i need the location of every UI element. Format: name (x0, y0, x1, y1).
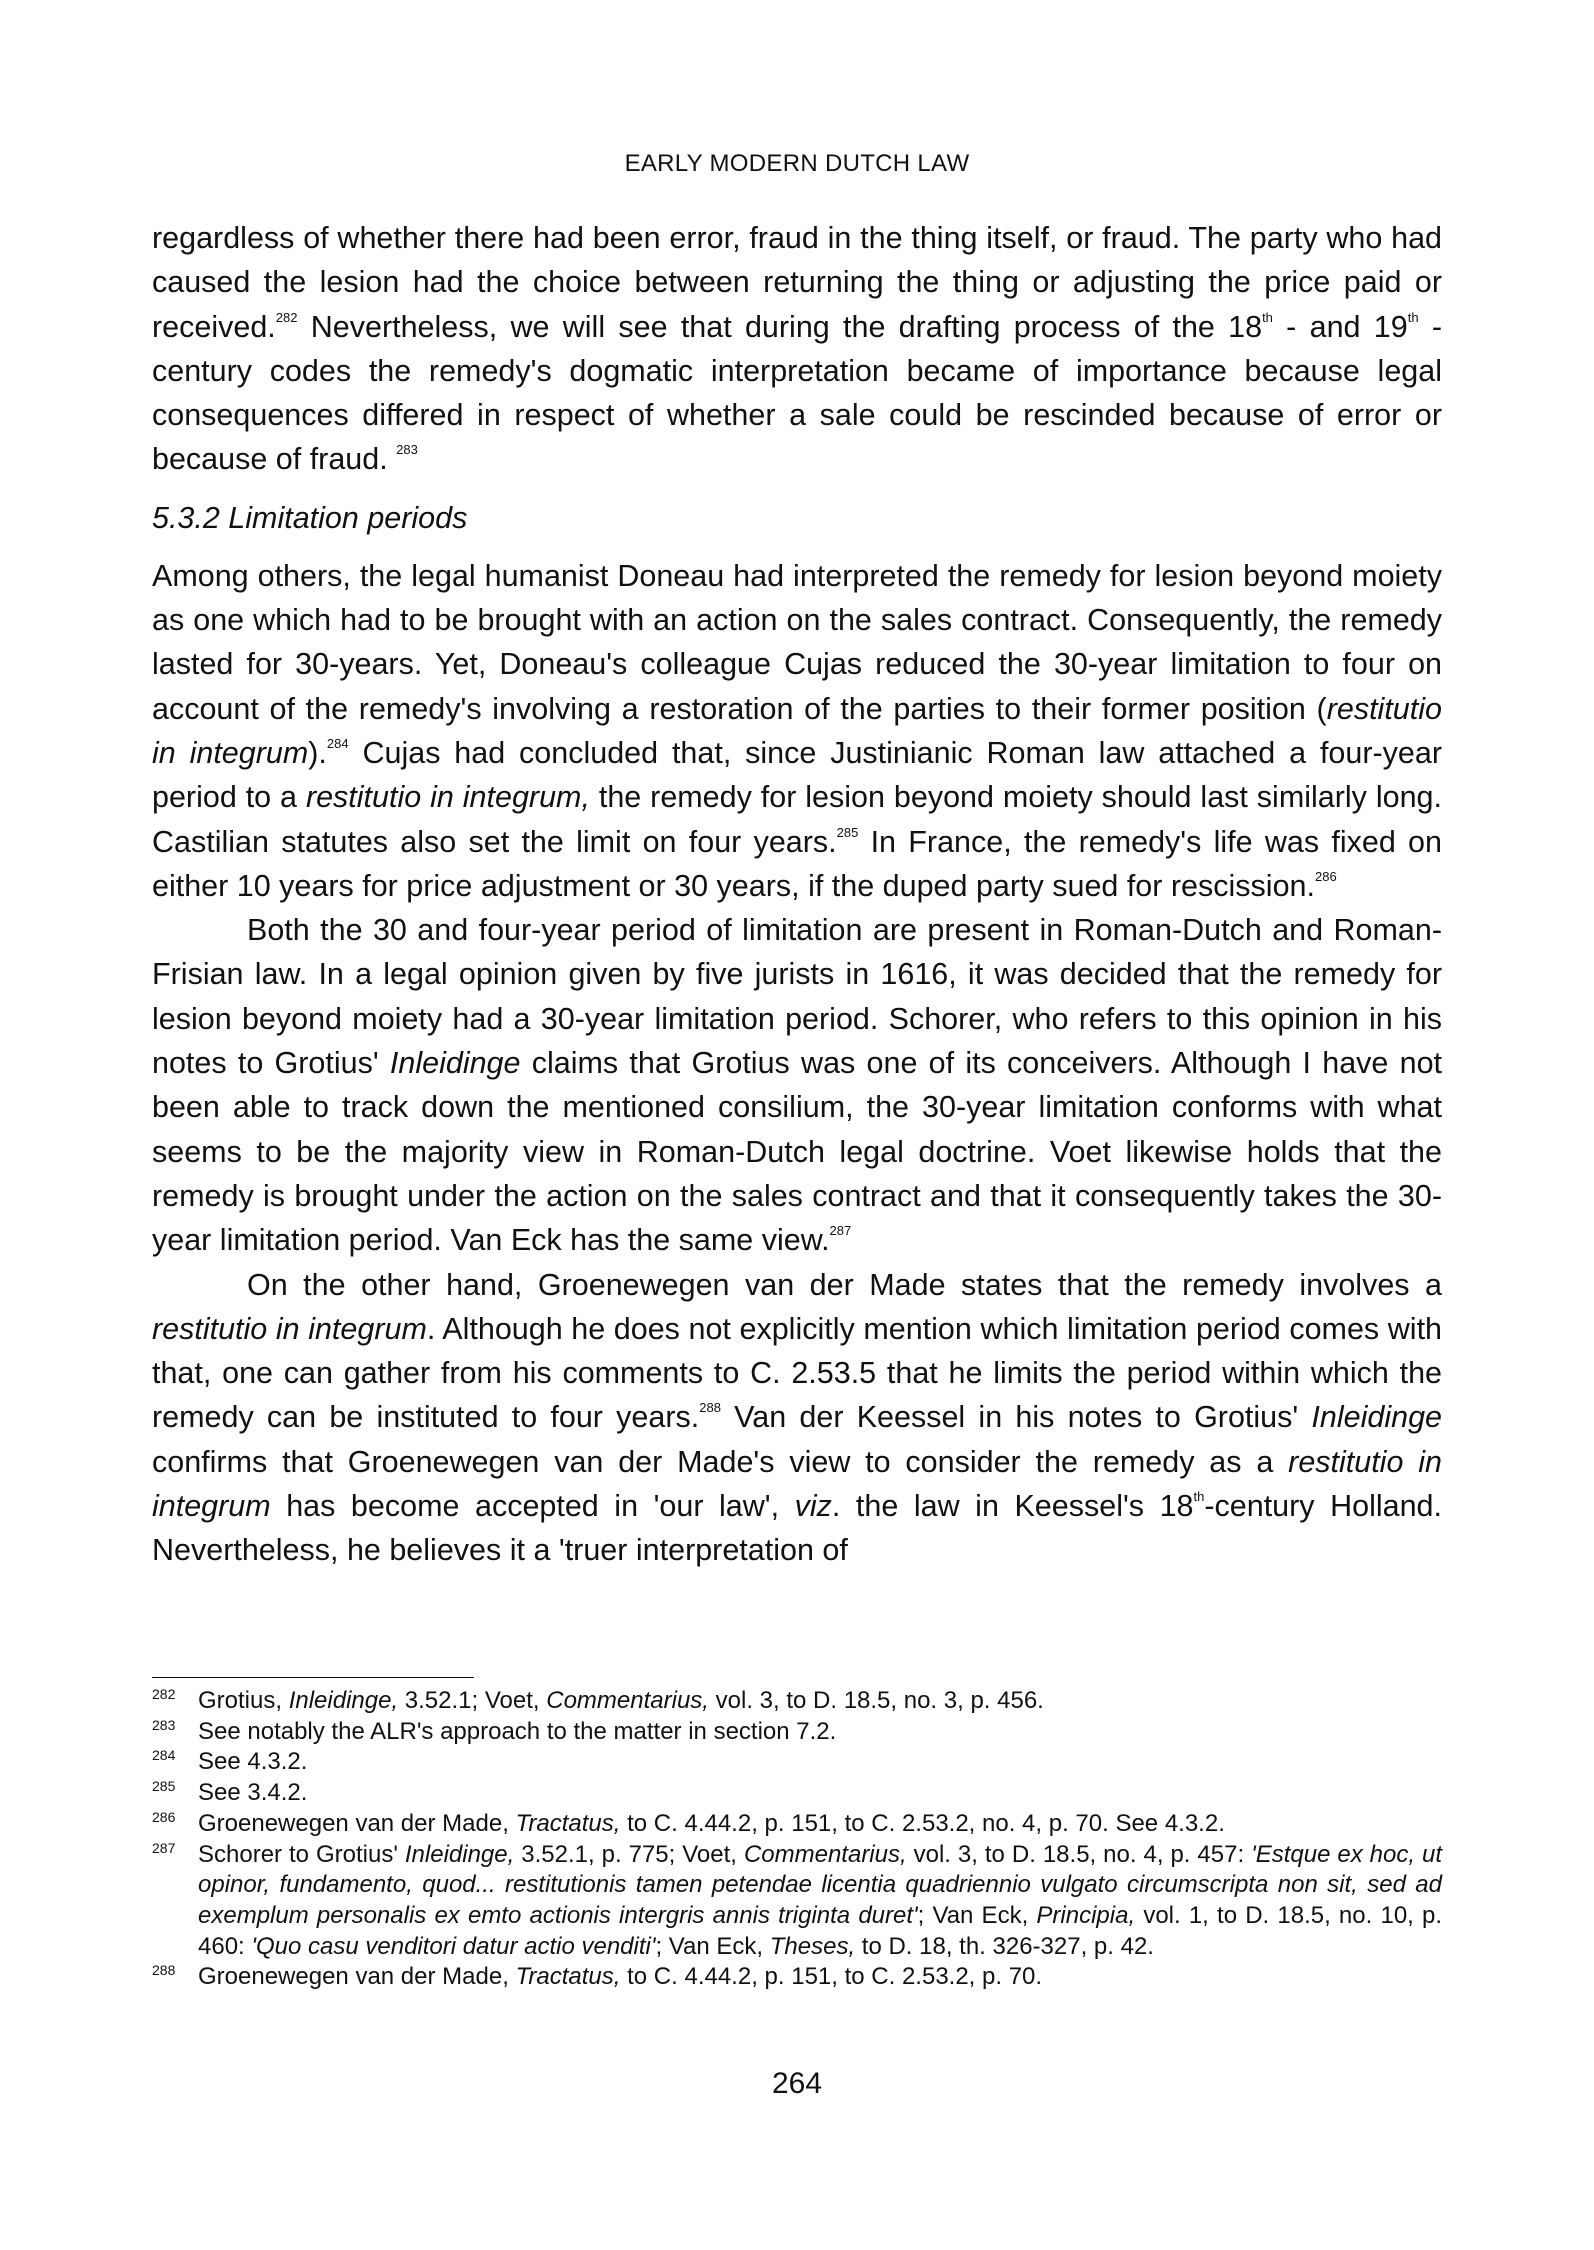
body-text (152, 216, 1442, 1573)
footnote-ref-285[interactable]: 285 (836, 824, 859, 840)
running-head: EARLY MODERN DUTCH LAW (624, 150, 970, 177)
footnote: 288 Groenewegen van der Made, Tractatus, to C. 4.44.2, p. 151, to C. 2.53.2, p. 70. (152, 1962, 1442, 1993)
footnote-number: 283 (152, 1716, 176, 1733)
footnote-ref-287[interactable]: 287 (829, 1223, 852, 1239)
page-number: 264 (771, 2067, 823, 2100)
paragraph-4: On the other hand, Groenewegen van der Made states that the remedy involves a restitutio in integrum. Although he does not explicitly mention which limitation period comes with that, one can gather from his comments to C. 2.53.5 that he limits the period within which the remedy can be instituted to four years.$^{288}$ Van der Keessel in his notes to Grotius' Inleidinge confirms that Groenewegen van der Made's view to consider the remedy as a restitutio in integrum has become accepted in 'our law', viz. the law in Keessel's 18th-century Holland. Nevertheless, he believes it a 'truer interpretation of (152, 1267, 1443, 1568)
paragraph-1: regardless of whether there had been error, fraud in the thing itself, or fraud. The party who had caused the lesion had the choice between returning the thing or adjusting the price paid or received.$^{282}$ Nevertheless, we will see that during the drafting process of the 18th - and 19th -century codes the remedy's dogmatic interpretation became of importance because legal consequences differed in respect of whether a sale could be rescinded because of error or because of fraud. $^{283}$ (152, 221, 1442, 477)
ordinal-suffix: th (1407, 309, 1419, 325)
footnote: 282 Grotius, Inleidinge, 3.52.1; Voet, Commentarius, vol. 3, to D. 18.5, no. 3, p. 456. (152, 1686, 1442, 1717)
paragraph-3: Both the 30 and four-year period of limitation are present in Roman-Dutch and Roman-Frisian law. In a legal opinion given by five jurists in 1616, it was decided that the remedy for lesion beyond moiety had a 30-year limitation period. Schorer, who refers to this opinion in his notes to Grotius' Inleidinge claims that Grotius was one of its conceivers. Although I have not been able to track down the mentioned consilium, the 30-year limitation conforms with what seems to be the majority view in Roman-Dutch legal doctrine. Voet likewise holds that the remedy is brought under the action on the sales contract and that it consequently takes the 30-year limitation period. Van Eck has the same view.$^{287}$ (152, 913, 1443, 1258)
footnote-number: 288 (152, 1962, 176, 1979)
footnote: 285 See 3.4.2. (152, 1778, 1442, 1809)
footnote: 286 Groenewegen van der Made, Tractatus, to C. 4.44.2, p. 151, to C. 2.53.2, no. 4, p. 70. See 4.3.2. (152, 1809, 1442, 1840)
footnote-number: 284 (152, 1747, 176, 1764)
footnote-separator (152, 1677, 474, 1678)
footnote-number: 287 (152, 1839, 176, 1856)
ordinal-suffix: th (1262, 309, 1273, 325)
footnote: 284 See 4.3.2. (152, 1747, 1442, 1778)
footnote-ref-284[interactable]: 284 (326, 735, 349, 751)
footnote-ref-283[interactable]: 283 (396, 442, 418, 458)
footnote-number: 282 (152, 1686, 176, 1702)
paragraph-2: Among others, the legal humanist Doneau had interpreted the remedy for lesion beyond moiety as one which had to be brought with an action on the sales contract. Consequently, the remedy lasted for 30-years. Yet, Doneau's colleague Cujas reduced the 30-year limitation to four on account of the remedy's involving a restoration of the parties to their former position (restitutio in integrum).$^{284}$ Cujas had concluded that, since Justinianic Roman law attached a four-year period to a restitutio in integrum, the remedy for lesion beyond moiety should last similarly long. Castilian statutes also set the limit on four years.$^{285}$ In France, the remedy's life was fixed on either 10 years for price adjustment or 30 years, if the duped party sued for rescission.$^{286}$ (152, 558, 1442, 903)
section-heading: 5.3.2 Limitation periods (152, 500, 468, 535)
footnote-ref-286[interactable]: 286 (1314, 868, 1337, 884)
footnote: 287 Schorer to Grotius' Inleidinge, 3.52.1, p. 775; Voet, Commentarius, vol. 3, to D. 18.5, no. 4, p. 457: 'Estque ex hoc, ut opinor, fundamento, quod... restitutionis tamen petendae licentia quadriennio vulgato circumscripta non sit, sed ad exemplum personalis ex emto actionis intergris annis triginta duret'; Van Eck, Principia, vol. 1, to D. 18.5, no. 10, p. 460: 'Quo casu venditori datur actio venditi'; Van Eck, Theses, to D. 18, th. 326-327, p. 42. (152, 1840, 1442, 1963)
ordinal-suffix: th (1193, 1489, 1205, 1505)
footnote-number: 286 (152, 1808, 176, 1825)
footnote-number: 285 (152, 1778, 176, 1795)
footnotes (152, 1686, 1442, 1993)
footnote-ref-282[interactable]: 282 (275, 309, 298, 325)
footnote-ref-288[interactable]: 288 (699, 1400, 721, 1416)
footnote: 283 See notably the ALR's approach to the matter in section 7.2. (152, 1717, 1442, 1748)
